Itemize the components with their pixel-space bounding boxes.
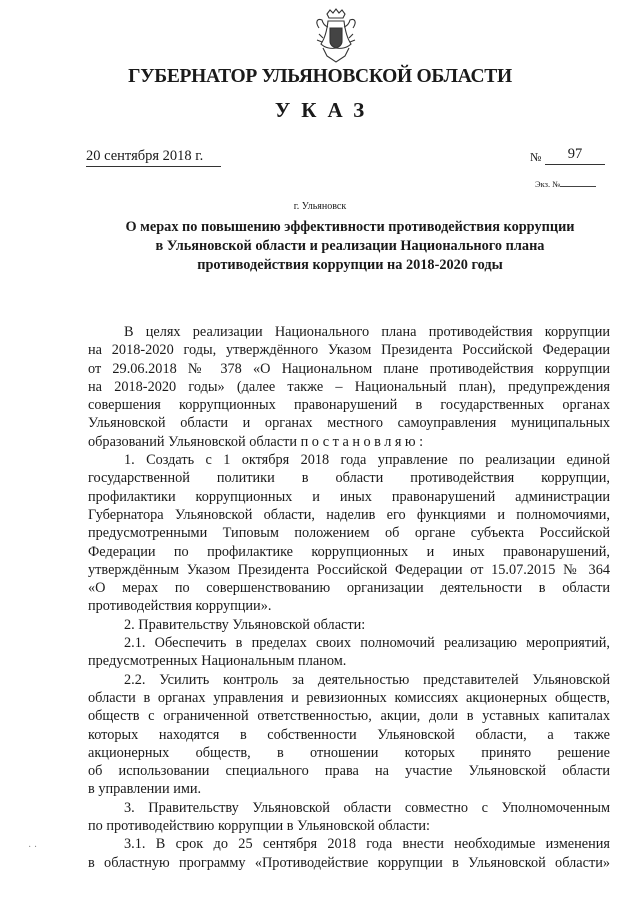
body-line xyxy=(88,762,610,780)
body-line-text: 2. Правительству Ульяновской области: xyxy=(124,616,366,633)
title-line: в Ульяновской области и реализации Национального плана xyxy=(155,238,545,254)
body-line xyxy=(88,616,610,634)
body-line xyxy=(88,488,610,506)
body-line xyxy=(88,744,610,762)
body-line-text: противодействия коррупции». xyxy=(88,598,272,615)
body-line xyxy=(88,835,610,853)
coat-of-arms-icon xyxy=(313,8,359,66)
title-line: противодействия коррупции на 2018-2020 годы xyxy=(197,257,503,273)
body-line-text: профилактики коррупционных и иных правонарушений администрации xyxy=(88,488,610,505)
body-line xyxy=(88,469,610,487)
body-line xyxy=(88,506,610,524)
body-line xyxy=(88,433,610,451)
copy-blank xyxy=(560,186,596,187)
body-line-text: которых находятся в собственности Ульяновской области, а также xyxy=(88,726,610,743)
body-line-text: государственной политики в области противодействия коррупции, xyxy=(88,470,610,487)
body-line xyxy=(88,323,610,341)
body-line xyxy=(88,414,610,432)
body-line-text: предусмотренными Типовым положением об органе субъекта Российской xyxy=(88,525,610,542)
governor-title: ГУБЕРНАТОР УЛЬЯНОВСКОЙ ОБЛАСТИ xyxy=(128,66,512,87)
body-line-text: образований Ульяновской области xyxy=(88,433,298,450)
body-line-text: обществ с ограниченной ответственностью, акции, доли в уставных капиталах xyxy=(88,708,610,725)
body-line xyxy=(88,524,610,542)
body-line xyxy=(88,561,610,579)
body-line xyxy=(88,396,610,414)
resolution-word: постановляю: xyxy=(300,433,427,450)
body-line xyxy=(88,360,610,378)
body-line-text: об использовании специального права на участие Ульяновской области xyxy=(88,763,610,780)
body-line-text: 1. Создать с 1 октября 2018 года управление по реализации единой xyxy=(124,452,610,469)
body-line-text: 2.1. Обеспечить в пределах своих полномочий реализацию мероприятий, xyxy=(124,635,610,652)
body-line-text: от 29.06.2018 № 378 «О Национальном плане противодействия коррупции xyxy=(88,360,610,377)
body-line xyxy=(88,634,610,652)
decree-number: 97 xyxy=(545,146,605,165)
body-line xyxy=(88,543,610,561)
body-line xyxy=(88,341,610,359)
body-line xyxy=(88,671,610,689)
body-line-text: Федерации по профилактике коррупционных и иных правонарушений, xyxy=(88,543,610,560)
body-line-text: предусмотренных Национальным планом. xyxy=(88,653,347,670)
body-line-text: Губернатора Ульяновской области, наделив его функциями и полномочиями, xyxy=(88,506,610,523)
copy-number xyxy=(535,179,596,189)
body-line-text: по противодействию коррупции в Ульяновской области: xyxy=(88,818,430,835)
body-line-text: утверждённым Указом Президента Российской Федерации от 15.07.2015 № 364 xyxy=(88,561,610,578)
body-line-text: совершения коррупционных правонарушений в государственных органах xyxy=(88,397,610,414)
body-line-text: «О мерах по совершенствованию организации деятельности в области xyxy=(88,580,610,597)
body-line xyxy=(88,707,610,725)
body-line xyxy=(88,652,610,670)
body-line xyxy=(88,817,610,835)
body-line xyxy=(88,780,610,798)
decree-body xyxy=(88,323,610,872)
body-line xyxy=(88,854,610,872)
body-line-text: на 2018-2020 годы» (далее также – Национальный план), предупреждения xyxy=(88,378,610,395)
body-line xyxy=(88,378,610,396)
body-line xyxy=(88,799,610,817)
body-line xyxy=(88,451,610,469)
body-line-text: в областную программу «Противодействие коррупции в Ульяновской области» xyxy=(88,854,610,871)
copy-label: Экз. № xyxy=(535,179,561,189)
body-line xyxy=(88,689,610,707)
body-line-text: в управлении ими. xyxy=(88,781,202,798)
body-line xyxy=(88,579,610,597)
body-line-text: 2.2. Усилить контроль за деятельностью представителей Ульяновской xyxy=(124,671,610,688)
body-line-text: на 2018-2020 годы, утверждённого Указом Президента Российской Федерации xyxy=(88,342,610,359)
body-line-text: Ульяновской области и органах местного самоуправления муниципальных xyxy=(88,415,610,432)
body-line-text: акционерных обществ, в отношении которых принято решение xyxy=(88,744,610,761)
city: г. Ульяновск xyxy=(293,201,347,212)
body-line xyxy=(88,597,610,615)
margin-mark: · · xyxy=(28,842,38,853)
title-line: О мерах по повышению эффективности противодействия коррупции xyxy=(125,219,575,235)
body-line-text: области в органах управления и ревизионных комиссиях акционерных обществ, xyxy=(88,689,610,706)
body-line-text: В целях реализации Национального плана противодействия коррупции xyxy=(124,324,610,340)
body-line-text: 3. Правительству Ульяновской области совместно с Уполномоченным xyxy=(124,799,610,816)
document-type: УКАЗ xyxy=(274,98,376,122)
body-line-text: 3.1. В срок до 25 сентября 2018 года внести необходимые изменения xyxy=(124,836,610,853)
number-sign: № xyxy=(530,150,542,164)
body-line xyxy=(88,726,610,744)
decree-date: 20 сентября 2018 г. xyxy=(86,148,221,167)
decree-title xyxy=(90,218,610,275)
